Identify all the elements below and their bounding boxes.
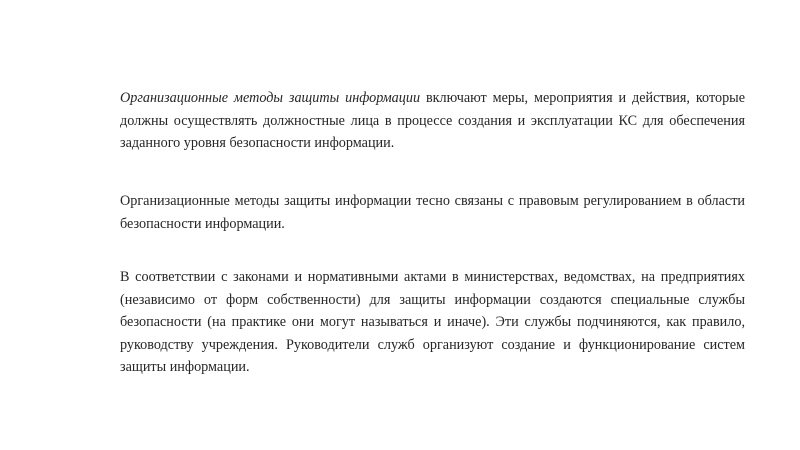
- paragraph-1-text: включают меры, мероприятия и действия, которые должны осуществлять должностные лица в процессе создания и эксплуатации КС для обеспечения заданного уровня безопасности информации.: [120, 90, 745, 152]
- paragraph-legal-regulation: Организационные методы защиты информации тесно связаны с правовым регулированием в области безопасности информации.: [120, 193, 745, 232]
- italic-term-organizational-methods: Организационные методы защиты информации: [120, 90, 421, 106]
- paragraph-security-services: В соответствии с законами и нормативными актами в министерствах, ведомствах, на предприятиях (независимо от форм собственности) для защиты информации создаются специальные службы безопасности (на практике они могут называться и иначе). Эти службы подчиняются, как правило, руководству учреждения. Руководители служб организуют создание и функционирование систем защиты информации.: [120, 269, 745, 376]
- paragraph-organizational-methods-definition: [120, 87, 745, 155]
